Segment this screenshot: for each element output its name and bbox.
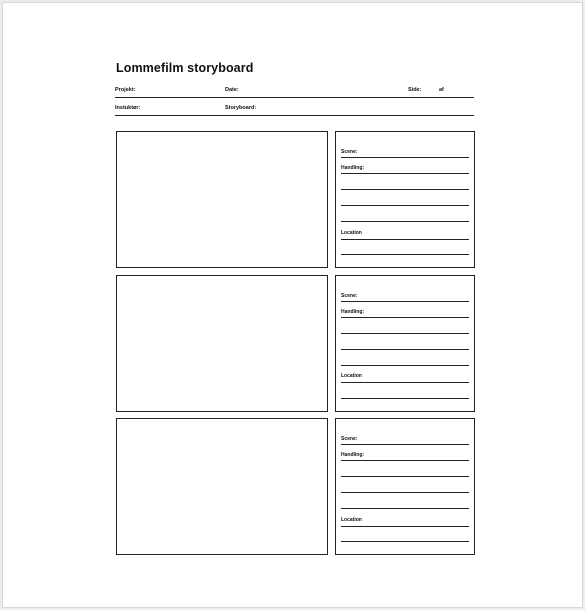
handling-line xyxy=(341,365,469,366)
page-title: Lommefilm storyboard xyxy=(116,61,254,75)
scene-label: Scene: xyxy=(341,293,358,299)
af-label: af xyxy=(439,87,444,93)
scene-line xyxy=(341,157,469,158)
handling-line xyxy=(341,460,469,461)
handling-line xyxy=(341,508,469,509)
projekt-label: Projekt: xyxy=(115,87,136,93)
storyboard-page xyxy=(2,2,583,608)
header-line-2 xyxy=(115,115,474,116)
handling-line xyxy=(341,333,469,334)
handling-line xyxy=(341,317,469,318)
location-line xyxy=(341,541,469,542)
storyboard-frame-1 xyxy=(116,131,328,268)
panel-info-box-3 xyxy=(335,418,475,555)
date-label: Date: xyxy=(225,87,239,93)
scene-label: Scene: xyxy=(341,149,358,155)
location-line xyxy=(341,254,469,255)
storyboard-frame-3 xyxy=(116,418,328,555)
handling-label: Handling: xyxy=(341,452,365,458)
storyboard-frame-2 xyxy=(116,275,328,412)
handling-line xyxy=(341,476,469,477)
handling-line xyxy=(341,221,469,222)
location-line xyxy=(341,239,469,240)
scene-line xyxy=(341,301,469,302)
handling-line xyxy=(341,205,469,206)
handling-line xyxy=(341,189,469,190)
panel-info-box-1 xyxy=(335,131,475,268)
handling-label: Handling: xyxy=(341,165,365,171)
scene-label: Scene: xyxy=(341,436,358,442)
header-line-1 xyxy=(115,97,474,98)
location-line xyxy=(341,526,469,527)
side-label: Side: xyxy=(408,87,422,93)
location-label: Location xyxy=(341,373,362,379)
handling-line xyxy=(341,492,469,493)
location-line xyxy=(341,398,469,399)
handling-line xyxy=(341,349,469,350)
scene-line xyxy=(341,444,469,445)
panel-info-box-2 xyxy=(335,275,475,412)
handling-line xyxy=(341,173,469,174)
handling-label: Handling: xyxy=(341,309,365,315)
storyboard-label: Storyboard: xyxy=(225,105,257,111)
instruktor-label: Instuktør: xyxy=(115,105,141,111)
location-label: Location xyxy=(341,230,362,236)
location-line xyxy=(341,382,469,383)
location-label: Location xyxy=(341,517,362,523)
